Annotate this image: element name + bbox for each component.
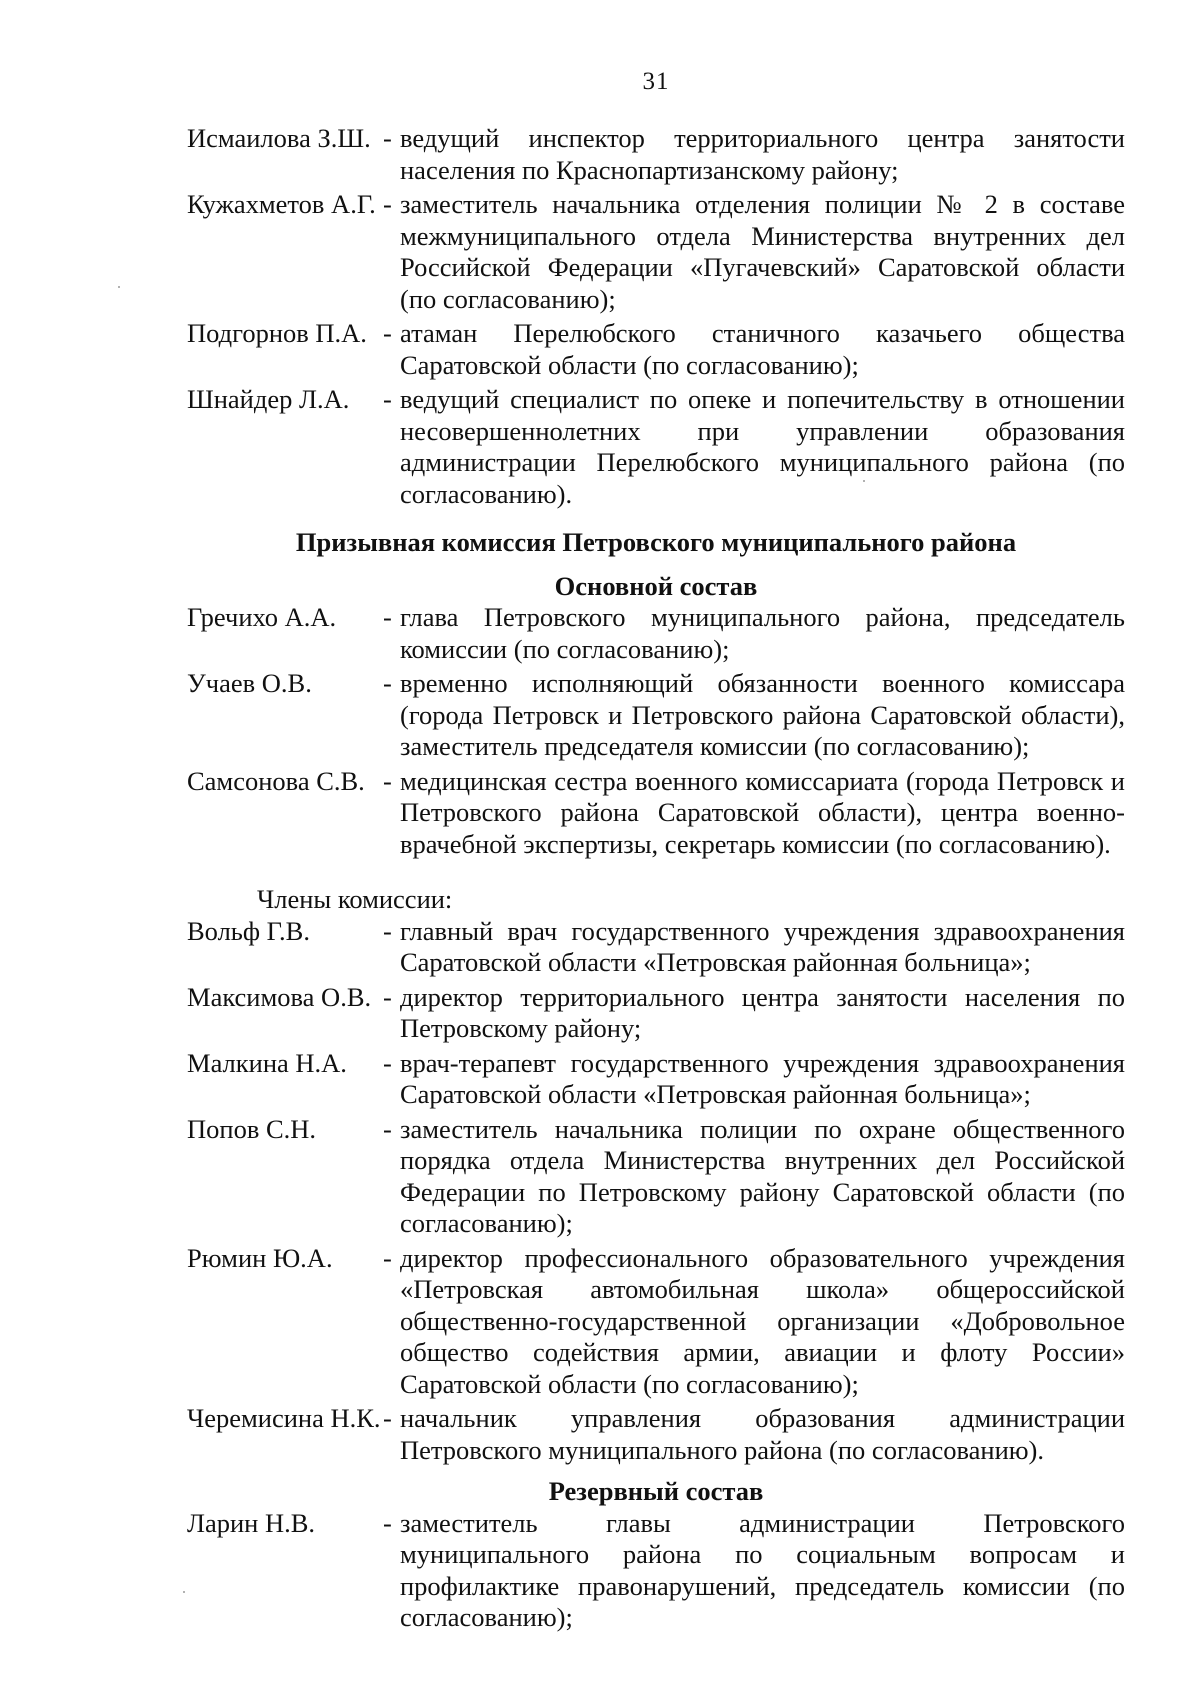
dash: -: [383, 384, 392, 414]
position-description: медицинская сестра военного комиссариата (города Петровск и Петровского района Саратовской области), центра военно-врачебной экспертизы, секретарь комиссии (по согласованию).: [400, 765, 1125, 859]
position-description: временно исполняющий обязанности военного комиссара (города Петровск и Петровского района Саратовской области), заместитель председателя комиссии (по согласованию);: [400, 668, 1125, 761]
position-description: начальник управления образования администрации Петровского муниципального района (по согласованию).: [400, 1403, 1125, 1465]
person-name: Кужахметов А.Г.: [187, 189, 376, 219]
list-item: [187, 1048, 1125, 1111]
position-description: ведущий специалист по опеке и попечительству в отношении несовершеннолетних при управлении образования администрации Перелюбского муниципального района (по согласованию).: [400, 384, 1125, 509]
entry-list-reserve: [187, 1508, 1125, 1634]
person-name: Попов С.Н.: [187, 1113, 317, 1144]
list-item: [187, 384, 1125, 510]
dash: -: [383, 981, 392, 1012]
position-description: заместитель начальника полиции по охране общественного порядка отдела Министерства внутренних дел Российской Федерации по Петровскому району Саратовской области (по согласованию);: [400, 1113, 1125, 1238]
scan-speck: [118, 286, 120, 288]
person-name: Самсонова С.В.: [187, 765, 365, 796]
list-item: [187, 189, 1125, 315]
person-name: Максимова О.В.: [187, 981, 372, 1012]
dash: -: [383, 1047, 392, 1078]
main-composition-title: Основной состав: [554, 570, 758, 601]
dash: -: [383, 765, 392, 796]
dash: -: [383, 602, 392, 632]
list-item: [187, 766, 1125, 861]
scan-speck: [863, 480, 865, 482]
members-label: Члены комиссии:: [257, 884, 453, 914]
dash: -: [383, 1507, 392, 1538]
entry-list-members: [187, 916, 1125, 1467]
dash: -: [383, 189, 392, 219]
position-description: заместитель главы администрации Петровского муниципального района по социальным вопросам и профилактике правонарушений, председатель комиссии (по согласованию);: [400, 1507, 1125, 1632]
person-name: Гречихо А.А.: [187, 602, 337, 632]
list-item: [187, 916, 1125, 979]
page-number: 31: [642, 68, 670, 95]
list-item: [187, 1403, 1125, 1466]
list-item: [187, 668, 1125, 763]
position-description: врач-терапевт государственного учреждения здравоохранения Саратовской области «Петровская районная больница»;: [400, 1047, 1125, 1109]
dash: -: [383, 318, 392, 348]
dash: -: [383, 1403, 392, 1433]
list-item: [187, 602, 1125, 665]
person-name: Шнайдер Л.А.: [187, 384, 350, 414]
person-name: Малкина Н.А.: [187, 1047, 347, 1078]
dash: -: [383, 1113, 392, 1144]
person-name: Учаев О.В.: [187, 668, 312, 698]
position-description: заместитель начальника отделения полиции № 2 в составе межмуниципального отдела Министерства внутренних дел Российской Федерации «Пугачевский» Саратовской области (по согласованию);: [400, 189, 1125, 314]
person-name: Черемисина Н.К.: [187, 1403, 381, 1433]
person-name: Подгорнов П.А.: [187, 318, 367, 348]
list-item: [187, 123, 1125, 186]
person-name: Вольф Г.В.: [187, 915, 310, 946]
person-name: Ларин Н.В.: [187, 1507, 316, 1538]
position-description: ведущий инспектор территориального центра занятости населения по Краснопартизанскому району;: [400, 123, 1125, 185]
entry-list-top: [187, 123, 1125, 510]
list-item: [187, 1114, 1125, 1240]
list-item: [187, 982, 1125, 1045]
position-description: глава Петровского муниципального района, председатель комиссии (по согласованию);: [400, 602, 1125, 664]
person-name: Рюмин Ю.А.: [187, 1242, 333, 1273]
list-item: [187, 1508, 1125, 1634]
dash: -: [383, 1242, 392, 1273]
scan-speck: [183, 1591, 185, 1593]
dash: -: [383, 668, 392, 698]
position-description: директор профессионального образовательного учреждения «Петровская автомобильная школа» общероссийской общественно-государственной организации «Добровольное общество содействия армии, авиации и флоту России» Саратовской области (по согласованию);: [400, 1242, 1125, 1399]
position-description: директор территориального центра занятости населения по Петровскому району;: [400, 981, 1125, 1043]
dash: -: [383, 915, 392, 946]
list-item: [187, 318, 1125, 381]
commission-title: Призывная комиссия Петровского муниципального района: [295, 527, 1017, 557]
reserve-composition-title: Резервный состав: [548, 1476, 764, 1506]
entry-list-main: [187, 602, 1125, 860]
position-description: главный врач государственного учреждения здравоохранения Саратовской области «Петровская районная больница»;: [400, 915, 1125, 977]
dash: -: [383, 123, 392, 153]
position-description: атаман Перелюбского станичного казачьего общества Саратовской области (по согласованию);: [400, 318, 1125, 380]
person-name: Исмаилова З.Ш.: [187, 123, 371, 153]
list-item: [187, 1243, 1125, 1401]
document-body: [187, 123, 1125, 1634]
